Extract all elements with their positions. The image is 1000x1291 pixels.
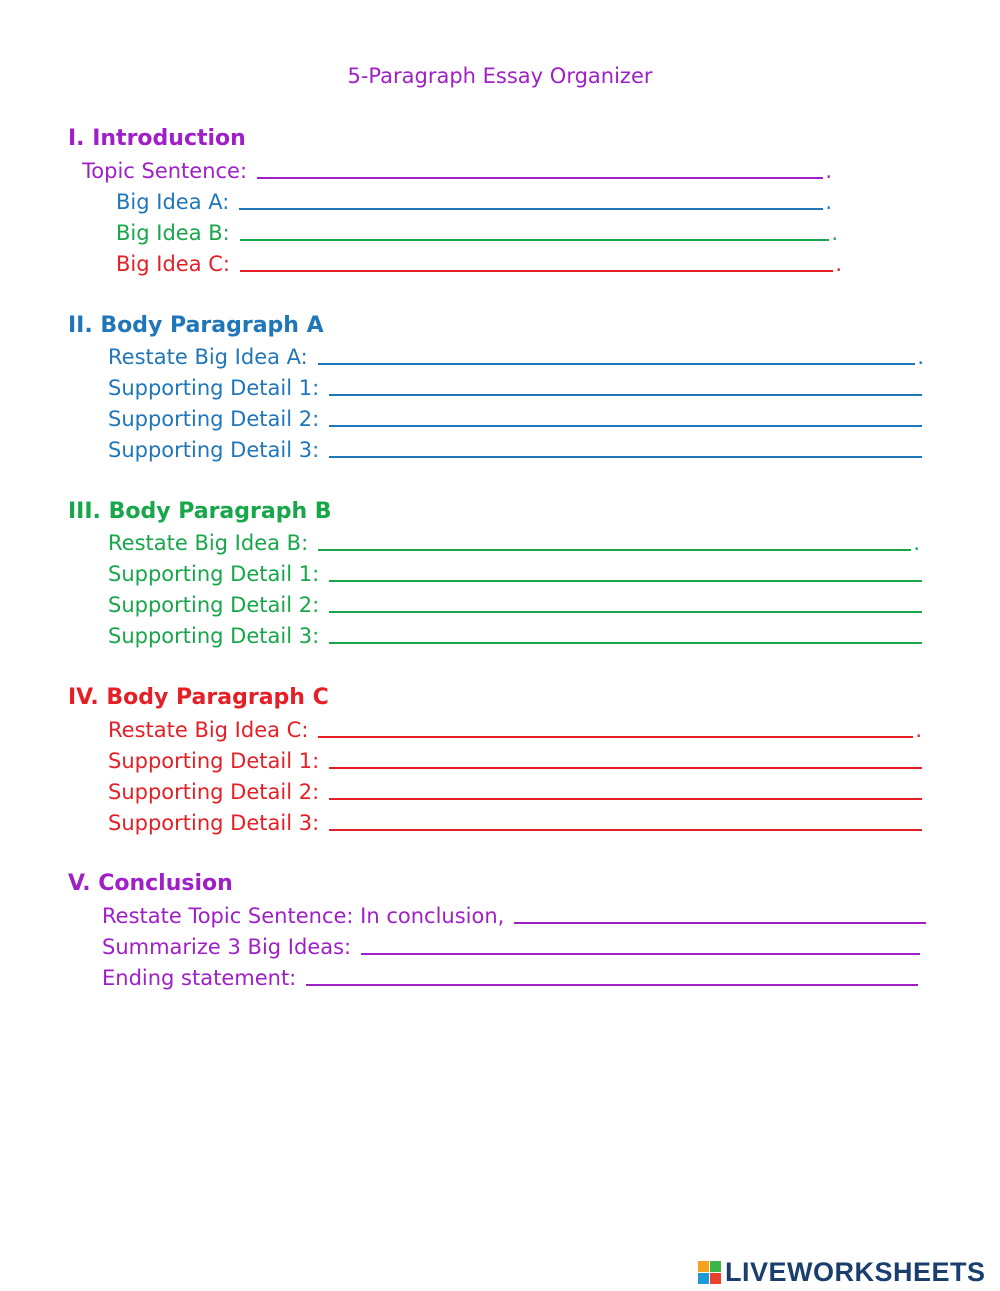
body-c-detail-2-row xyxy=(108,778,922,804)
body-a-detail-3-row xyxy=(108,436,922,462)
body-c-restate-row xyxy=(108,716,922,742)
liveworksheets-logo-icon xyxy=(698,1261,721,1284)
period: . xyxy=(831,221,838,245)
body-a-detail-3-label: Supporting Detail 3: xyxy=(108,438,320,462)
body-c-detail-3-blank[interactable] xyxy=(329,829,922,831)
intro-big-idea-a-blank[interactable] xyxy=(239,208,823,210)
period: . xyxy=(917,345,924,369)
body-b-detail-3-row xyxy=(108,622,922,648)
intro-big-idea-c-blank[interactable] xyxy=(240,270,833,272)
body-b-detail-2-row xyxy=(108,591,922,617)
conclusion-ending-row xyxy=(102,964,918,990)
period: . xyxy=(915,718,922,742)
body-c-detail-1-row xyxy=(108,747,922,773)
body-c-detail-2-blank[interactable] xyxy=(329,798,922,800)
body-a-detail-2-row xyxy=(108,405,922,431)
section-heading-body-c: IV. Body Paragraph C xyxy=(68,685,329,710)
intro-big-idea-b-row xyxy=(116,219,838,245)
section-heading-body-a: II. Body Paragraph A xyxy=(68,313,324,338)
body-b-detail-1-blank[interactable] xyxy=(329,580,922,582)
topic-sentence-blank[interactable] xyxy=(257,177,823,179)
body-a-restate-row xyxy=(108,343,924,369)
body-c-restate-blank[interactable] xyxy=(318,736,913,738)
body-b-detail-1-label: Supporting Detail 1: xyxy=(108,562,320,586)
liveworksheets-logo-text: LIVEWORKSHEETS xyxy=(725,1256,986,1287)
body-b-restate-row xyxy=(108,529,920,555)
conclusion-restate-label: Restate Topic Sentence: In conclusion, xyxy=(102,904,505,928)
topic-sentence-row xyxy=(82,157,832,183)
body-a-detail-1-row xyxy=(108,374,922,400)
body-b-restate-blank[interactable] xyxy=(318,549,911,551)
conclusion-ending-label: Ending statement: xyxy=(102,966,297,990)
topic-sentence-label: Topic Sentence: xyxy=(82,159,248,183)
conclusion-summarize-row xyxy=(102,933,920,959)
body-c-restate-label: Restate Big Idea C: xyxy=(108,718,309,742)
conclusion-restate-blank[interactable] xyxy=(514,922,926,924)
body-b-detail-2-blank[interactable] xyxy=(329,611,922,613)
period: . xyxy=(825,159,832,183)
intro-big-idea-a-label: Big Idea A: xyxy=(116,190,230,214)
intro-big-idea-b-blank[interactable] xyxy=(240,239,830,241)
body-c-detail-1-blank[interactable] xyxy=(329,767,922,769)
body-b-restate-label: Restate Big Idea B: xyxy=(108,531,309,555)
intro-big-idea-b-label: Big Idea B: xyxy=(116,221,230,245)
intro-big-idea-c-label: Big Idea C: xyxy=(116,252,230,276)
body-b-detail-3-label: Supporting Detail 3: xyxy=(108,624,320,648)
body-b-detail-1-row xyxy=(108,560,922,586)
body-a-restate-blank[interactable] xyxy=(318,363,916,365)
intro-big-idea-c-row xyxy=(116,250,842,276)
liveworksheets-logo xyxy=(698,1256,986,1288)
conclusion-summarize-label: Summarize 3 Big Ideas: xyxy=(102,935,352,959)
section-heading-body-b: III. Body Paragraph B xyxy=(68,499,332,524)
body-a-detail-1-blank[interactable] xyxy=(329,394,922,396)
conclusion-ending-blank[interactable] xyxy=(306,984,918,986)
period: . xyxy=(825,190,832,214)
body-a-detail-2-blank[interactable] xyxy=(329,425,922,427)
body-c-detail-1-label: Supporting Detail 1: xyxy=(108,749,320,773)
body-b-detail-2-label: Supporting Detail 2: xyxy=(108,593,320,617)
body-c-detail-2-label: Supporting Detail 2: xyxy=(108,780,320,804)
body-c-detail-3-label: Supporting Detail 3: xyxy=(108,811,320,835)
conclusion-restate-row xyxy=(102,902,926,928)
body-a-detail-1-label: Supporting Detail 1: xyxy=(108,376,320,400)
body-a-restate-label: Restate Big Idea A: xyxy=(108,345,308,369)
body-b-detail-3-blank[interactable] xyxy=(329,642,922,644)
page-title: 5-Paragraph Essay Organizer xyxy=(347,64,653,88)
body-a-detail-2-label: Supporting Detail 2: xyxy=(108,407,320,431)
section-heading-conclusion: V. Conclusion xyxy=(68,871,233,896)
section-heading-introduction: I. Introduction xyxy=(68,126,246,151)
conclusion-summarize-blank[interactable] xyxy=(361,953,920,955)
period: . xyxy=(835,252,842,276)
body-c-detail-3-row xyxy=(108,809,922,835)
body-a-detail-3-blank[interactable] xyxy=(329,456,922,458)
period: . xyxy=(913,531,920,555)
intro-big-idea-a-row xyxy=(116,188,832,214)
